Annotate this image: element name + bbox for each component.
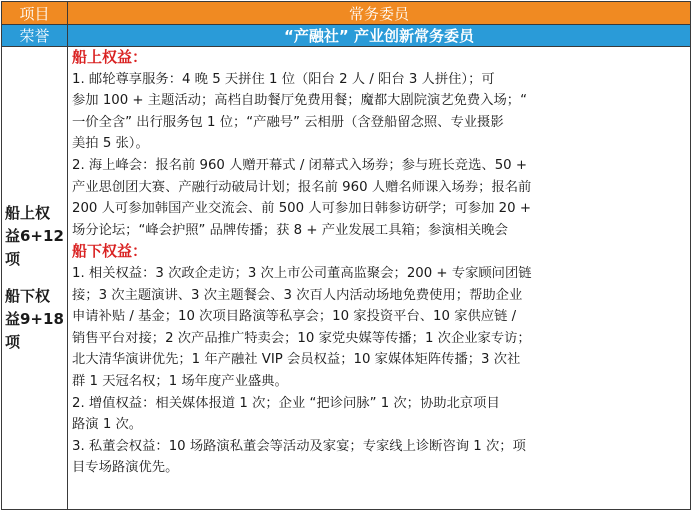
text-line: 2. 增值权益：相关媒体报道 1 次；企业 “把诊问脉” 1 次；协助北京项目 (72, 395, 500, 411)
text-line: 3. 私董会权益：10 场路演私董会等活动及家宴；专家线上诊断咨询 1 次；项 (72, 438, 526, 454)
offboard-label-line: 益9+18 (5, 310, 64, 328)
offboard-item-board (72, 436, 686, 479)
text-line: 路演 1 次。 (72, 417, 143, 433)
text-line: 申请补贴 / 基金；10 次项目路演等私享会；10 家投资平台、10 家供应链 / (72, 309, 517, 325)
text-line: 200 人可参加韩国产业交流会、前 500 人可参加日韩参访研学；可参加 20 + (72, 201, 531, 217)
onboard-label-line: 益6+12 (5, 227, 64, 245)
offboard-label-line: 船下权 (5, 287, 51, 305)
table-header-row (2, 2, 690, 24)
offboard-item-value-added (72, 393, 686, 436)
text-line: 北大清华演讲优先；1 年产融社 VIP 会员权益；10 家媒体矩阵传播；3 次社 (72, 352, 521, 368)
offboard-count-label (5, 285, 64, 354)
text-line: 场分论坛；“峰会护照” 品牌传播；获 8 + 产业发展工具箱；参演相关晚会 (72, 222, 508, 238)
header-committee-cell: 常务委员 (348, 4, 409, 23)
text-line: 一价全含” 出行服务包 1 位；“产融号” 云相册（含登船留念照、专业摄影 (72, 114, 504, 130)
benefits-content-cell (68, 47, 690, 509)
honor-label-cell: 荣誉 (2, 25, 68, 46)
offboard-item-related (72, 263, 686, 393)
text-line: 销售平台对接；2 次产品推广特卖会；10 家党央媒等传播；1 次企业家专访； (72, 330, 531, 346)
honor-value-cell: “产融社” 产业创新常务委员 (284, 27, 474, 45)
text-line: 接；3 次主题演讲、3 次主题餐会、3 次百人内活动场地免费使用；帮助企业 (72, 287, 523, 303)
onboard-label-line: 船上权 (5, 204, 51, 222)
offboard-label-line: 项 (5, 333, 21, 351)
honor-row (2, 24, 690, 46)
text-line: 1. 相关权益：3 次政企走访；3 次上市公司董高监聚会；200 + 专家顾问团链 (72, 265, 532, 281)
text-line: 2. 海上峰会：报名前 960 人赠开幕式 / 闭幕式入场券；参与班长竞选、50 + (72, 157, 527, 173)
benefits-table (1, 1, 691, 510)
onboard-section-title: 船上权益： (72, 48, 148, 66)
text-line: 群 1 天冠名权；1 场年度产业盛典。 (72, 373, 288, 389)
text-line: 参加 100 + 主题活动；高档自助餐厅免费用餐；魔都大剧院演艺免费入场；“ (72, 93, 527, 109)
onboard-item-cruise-service (72, 69, 686, 155)
onboard-label-line: 项 (5, 250, 21, 268)
header-project-cell: 项目 (2, 2, 68, 24)
onboard-item-summit (72, 155, 686, 241)
text-line: 目专场路演优先。 (72, 460, 179, 476)
benefits-label-cell (2, 47, 68, 509)
text-line: 产业思创团大赛、产融行动破局计划；报名前 960 人赠名师课入场券；报名前 (72, 179, 532, 195)
text-line: 美拍 5 张）。 (72, 136, 149, 152)
text-line: 1. 邮轮尊享服务：4 晚 5 天拼住 1 位（阳台 2 人 / 阳台 3 人拼住）；可 (72, 71, 495, 87)
onboard-count-label (5, 202, 64, 271)
benefits-row (2, 46, 690, 509)
offboard-section-title: 船下权益： (72, 242, 148, 261)
